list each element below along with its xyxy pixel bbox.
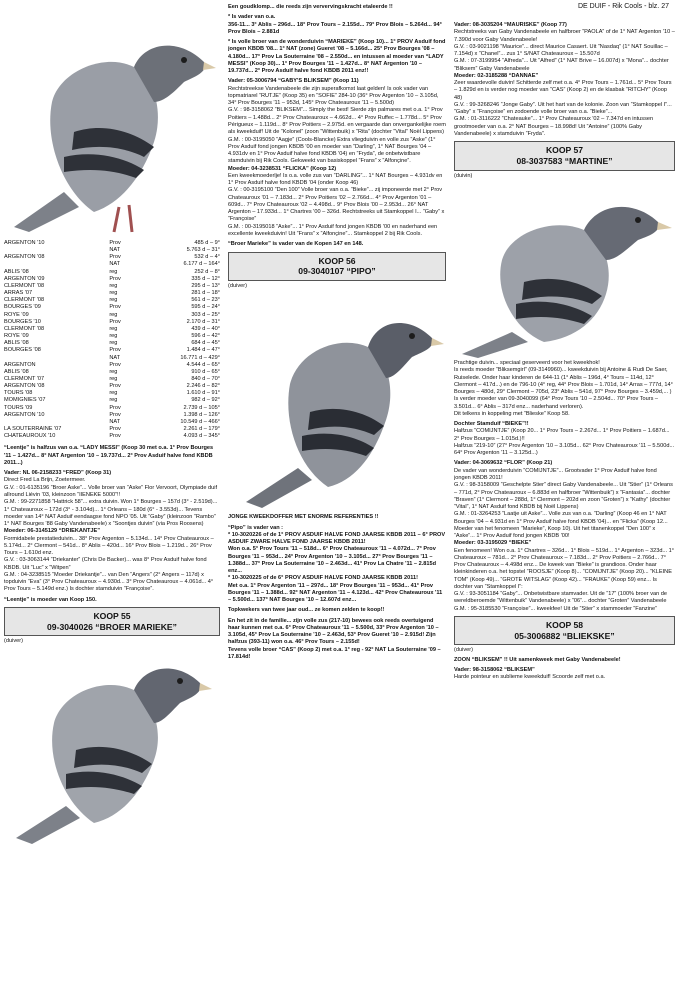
gv-text-2: G.V. : 03-3063144 “Driekanter” (Chris De Backer)... was 8° Prov Asduif halve fond KBDB. Uit “Luc” x “Witpen” (4, 557, 207, 571)
race-name: CLERMONT '08 (4, 282, 45, 289)
table-row (4, 326, 220, 333)
sex-label: (duiver) (4, 638, 23, 645)
table-row (4, 269, 220, 276)
moeder-text: Zeer waardevolle duivin! Schitterde zelf met o.a. 4° Prov Tours – 1.761d... 5° Prov Tours – 1.829d en is verder nog moeder van “CAS” (Koop 2) en de klasbak “RITCHY” (Koop 48) (454, 80, 672, 101)
race-result: 4.544 d – 65° (186, 361, 220, 368)
race-level: reg (109, 282, 118, 289)
race-level: reg (109, 390, 118, 397)
race-level: Prov (109, 304, 121, 311)
race-level: Prov (109, 275, 121, 282)
race-result: 684 d – 45° (191, 340, 220, 347)
table-row (4, 254, 220, 261)
race-result: 532 d – 4° (194, 254, 220, 261)
pipo-result-1: * 10-3020226 of de 1° PROV ASDUIF HALVE FOND JAARSE KBDB 2011 – 6° PROV ASDUIF ZWARE HALVE FOND JAARSE KBDB 2011! (228, 531, 446, 546)
table-row (4, 426, 220, 433)
race-name: ARGENTON '08 (4, 254, 45, 261)
leentje-intro: “Leentje” is halfzus van o.a. “LADY MESSI” (Koop 30 met o.a. 1° Prov Bourges '11 – 1.427d... 8° NAT Argenton '10 – 19.737d... 2° Prov Asduif halve fond KBDB 2011...) (4, 445, 214, 466)
race-result: 2.170 d – 31° (186, 318, 220, 325)
race-level: NAT (109, 354, 121, 361)
moeder2-title: Moeder: 03-3195029 “BIEKE” (454, 540, 532, 547)
results-table (4, 240, 220, 440)
koop-number: KOOP 56 (318, 255, 356, 266)
moeder-title: Moeder: 04-3238531 “FLICKA” (Koop 12) (228, 165, 337, 172)
koop-number: KOOP 57 (545, 145, 584, 156)
topkwekers: Topkwekers van twee jaar oud... ze komen zelden te koop!! (228, 607, 385, 614)
pigeon-photo-3 (228, 292, 446, 514)
gv-text-3: G.V. : 98-3158009 “Geschelpte Stier” direct Gaby Vandenabeele... Uit “Stier” (1° Orleans – 771d, 2° Prov Chateauroux – 6.883d en halfbroer “Wittenbuik”) x “Fantasia”... dochter “Braven” (1° Clermont – 288d, 1° Clermont – 202d en zoon “Groten”) x “Kathy” (dochter “Vital”, 1° NAT Asduif fond KBDB bij Noël Lippens) (454, 482, 673, 511)
leentje-moeder: “Leentje” is moeder van Koop 150. (4, 596, 97, 603)
race-result: 982 d – 92° (191, 397, 220, 404)
race-level: Prov (109, 404, 121, 411)
race-level: reg (109, 311, 118, 318)
koppeling: Dit telkens in koppeling met “Blieske” Koop 58. (454, 410, 570, 417)
table-row (4, 261, 220, 268)
gm-text-4: G.M. : 95-3185530 “Françoise”... kweekfee! Uit de “Stier” x stammoeder “Fanzine” (454, 605, 658, 612)
race-result: 4.093 d – 345° (183, 433, 220, 440)
race-result: 1.398 d – 126° (183, 411, 220, 418)
race-name: CLERMONT '08 (4, 325, 45, 332)
pipo-result-2: * 10-3020225 of de 6° PROV ASDUIF HALVE FOND JAARSE KBDB 2011! (228, 575, 418, 582)
pigeon-image (4, 22, 220, 240)
table-row (4, 362, 220, 369)
gv-text-4: G.V. : 93-3051184 “Gaby”... Onbetwistbare stamvader. Uit de “17” (100% broer van de wereldberoemde “Wittenbuik” Vandenabeele) x “06”... dochter “Groten” Vandenabeele (454, 591, 667, 605)
race-result: 2.246 d – 82° (186, 383, 220, 390)
table-row (4, 319, 220, 326)
race-level: Prov (109, 411, 121, 418)
vader-text: Rechtstreeks van Gaby Vandenabeele en halfbroer “PAOLA” of de 1° NAT Argenton '10 – 7.390d voor Gaby Vandenabeele! (454, 29, 675, 43)
gm-text-2: G.M. : 00-3195018 “Aske”... 1° Prov Asduif fond jongen KBDB '00 en naderhand een excellente kweekduivin! Uit “Frans” x “Alfonçine”... Stamkoppel 2 bij Rik Cools. (228, 223, 438, 237)
race-name: ARGENTON '08 (4, 383, 45, 390)
race-result: 1.610 d – 91° (186, 390, 220, 397)
koop-55-box (4, 607, 220, 636)
moeder-text: Formidabele prestatieduivin... 38° Prov Argenton – 5.134d... 14° Prov Chateauroux – 5.174d... 2° Clermont – 541d... 8° Ablis – 420d... 16° Prov Blois – 1.219d... 26° Prov Tours – 1.610d enz. (4, 535, 214, 557)
race-result: 596 d – 42° (191, 333, 220, 340)
race-level: Prov (109, 254, 121, 261)
halfzus-text-2: Halfzus “219-10” (27° Prov Argenton '10 – 3.105d... 62° Prov Chateauroux '11 – 5.500d... 64° Prov Argenton '11 – 3.125d...) (454, 442, 675, 457)
race-result: 303 d – 25° (191, 311, 220, 318)
race-result: 252 d – 8° (194, 268, 220, 275)
gv-text: G.V. : 01-6135196 “Broer Aske”... Volle broer van “Aske” Flor Vervoort, Olympiade duif allround Liévin '03, kleinzoon “IIENEKE 5000”!! (4, 484, 218, 498)
race-name: ARGENTON '10 (4, 411, 45, 418)
pipo-result-1b: Won o.a. 5° Prov Tours '11 – 518d... 6° Prov Chateauroux '11 – 4.072d... 7° Prov Bourges '11 – 953d... 24° Prov Argenton '10 – 3.105d... 27° Prov Bourges '11 – 1.388d... 37° Prov La Souterraine '10 – 2.463d... 41° Prov La Chatre '11 – 2.815d enz... (228, 546, 436, 575)
koop-number: KOOP 58 (545, 620, 584, 631)
race-name (4, 261, 109, 268)
moeder-title: Moeder: 06-3145129 “DRIEKANTJE” (4, 528, 101, 535)
vader-text: Rechtstreekse Vandenabeele die zijn superafkomst laat gelden! Is ook vader van topmatriarel “RUTJE” (Koop 35) en “SOFIE” 284-10 (36° Prov Argenton '10 – 3.105d, 34° Prov Bourges '11 – 953d, 145° Prov Chateauroux '11 – 5.500d) (228, 85, 439, 107)
familie: En het zit in de familie... zijn volle zus (217-10) bewees ook reeds overtuigend haar kunnen met o.a. 6° Prov Chateauroux '11 – 5.500d, 33° Prov Argenton '10 – 3.105d, 45° Prov La Souterraine '10 – 2.463d, 53° Prov Gueret '10 – 2.915d! Zijn halfzus (393-11) won o.a. 46° Prov Tours – 2.155d! (228, 617, 439, 646)
column-middle (228, 4, 446, 664)
race-result: 910 d – 65° (191, 368, 220, 375)
pigeon-photo-2 (4, 648, 220, 848)
gm-text-2: G.M. : 04-3238515 “Moeder Driekantje”... van Den “Angers” (2° Angers – 117d) x topduivin “Eva” (3° Prov Chateauroux – 4.930d... 3° Prov Chateauroux – 4.061d... 4° Prov Tours – 5.149d enz.) Is dochter stamduivin “Françoise”. (4, 571, 214, 593)
page-header: DE DUIF - Rik Cools - blz. 27 (577, 3, 669, 10)
table-row (4, 304, 220, 311)
koop-58-box (454, 616, 675, 645)
table-row (4, 383, 220, 390)
race-result: 595 d – 24° (191, 304, 220, 311)
vader-line: Direct Fred La Brijn, Zoetermeer. (4, 477, 86, 484)
table-row (4, 405, 220, 412)
table-row (4, 369, 220, 376)
dochter-title: Dochter Stamduif “BIEKE”!! (454, 421, 529, 428)
race-level: reg (109, 297, 118, 304)
race-result: 6.177 d – 164° (183, 261, 220, 268)
race-level: Prov (109, 347, 121, 354)
race-name: ABLIS '08 (4, 268, 29, 275)
intro-text: Een goudklomp... die reeds zijn ververvingskracht etaleerde !! (228, 4, 393, 10)
table-row (4, 283, 220, 290)
martine-text-2: Is verder moeder van 09-3040099 (64° Prov Tours '10 – 2.504d... 70° Prov Tours – 3.501d... 6° Ablis – 317d enz... naderhand verloren). (454, 396, 659, 410)
pigeon-image (454, 182, 675, 360)
race-level: reg (109, 325, 118, 332)
broer-marieke: “Broer Marieke” is vader van de Kopen 147 en 148. (228, 241, 364, 248)
koop-57-box (454, 141, 675, 170)
table-row (4, 433, 220, 440)
race-result: 1.484 d – 47° (186, 347, 220, 354)
sex-label: (duiver) (228, 282, 247, 289)
table-row (4, 276, 220, 283)
race-level: Prov (109, 383, 121, 390)
race-level: reg (109, 290, 118, 297)
zoon-text: ZOON “BLIKSEM” !! Uit samenkweek met Gaby Vandenabeele! (454, 656, 621, 663)
koop-name: 05-3006882 “BLIEKSKE” (514, 630, 615, 641)
race-name: ROYE '09 (4, 333, 29, 340)
race-level: reg (109, 333, 118, 340)
race-result: 281 d – 18° (191, 290, 220, 297)
vader2-title: Vader: 04-3069632 “FLOR” (Koop 21) (454, 460, 553, 467)
gv-text: G.V. : 98-3158062 “BLIKSEM”... Simply the best! Sierde zijn palmares met o.a. 1° Prov Poitiers – 1.488d... 2° Prov Chateauroux – 4.662d... 4° Prov Ruffec – 1.778d... 5° Prov Périgueux – 1.119d... 8° Prov Poitiers – 2.975d. en vergaarde dan onvergankelijke roem als kweekduif! Uit de “Kolonel” (zoon “Wittenbuik) x “Rita” (dochter “Vital” Noël Lippens) (228, 107, 446, 136)
koop-56-box (228, 252, 446, 281)
race-level: NAT (109, 418, 121, 425)
pigeon-photo-1 (4, 22, 220, 240)
is-vader-label: * Is vader van o.a. (228, 14, 276, 21)
race-name: ARRAS '07 (4, 290, 33, 297)
race-result: 561 d – 23° (191, 297, 220, 304)
race-name: MOMIGNIES '07 (4, 397, 46, 404)
race-result: 16.771 d – 429° (180, 354, 220, 361)
gm-text: G.M. : 00-3195050 “Aagje” (Cools-Blancke) Extra vliegduivin en volle zus “Aske” (1° Prov Asduif fond jongen KBDB '00 en moeder van “Darling”, 1° NAT Bourges '04 – 4.931dv en 1° Prov Asduif halve fond KBDB '04) en “Fryda”, de onbetwistbare stamduivin bij Rik Cools. Gekweekt van basiskoppel “Frans” x “Alfonçine”. (228, 136, 436, 165)
moeder2-text: Een fenomeen! Won o.a. 1° Chartres – 326d... 1° Blois – 519d... 1° Argenton – 323d... 1° Chateauroux – 781d... 2° Prov Chateauroux – 7.183d... 2° Prov Poitiers – 2.766d... 7° Prov Chateauroux – 4.498d enz... De kweek van “Bieke” is grandioos. Onder haar kleinkinderen o.a. het topstel “ROOSJE” (Koop 8)... “COMIJNTJE” (Koop 20)... “KLEINE TOM” (Koop 49)... “GROTE WITSLAG” (Koop 42)... “FRAUKE” (Koop 59) enz... Is dochter van “Stamkoppel I”: (454, 547, 674, 590)
race-result: 10.549 d – 466° (180, 418, 220, 425)
gm-text: G.M. : 99-2271858 “Hattrick 58”... extra duivin. Won 1° Bourges – 157d (3° - 2.519d)... 1° Chateauroux – 172d (3° - 3.104d)... 1° Orleans – 180d (6° - 3.553d)... Tevens moeder van 14° NAT Asduif eendaagse fond NPO '05. Uit “Gaby” (kleinzoon “Rambo” 1° NAT Bourges '88 Gaby Vandenabeele) x “Soontjes duivin” (via Pros Roosens) (4, 499, 218, 528)
pipo-vader: “Pipo” is vader van : (228, 524, 284, 531)
race-name: BOURGES '08 (4, 347, 41, 354)
race-result: 335 d – 12° (191, 275, 220, 282)
pigeon-image (228, 292, 446, 514)
halfzus-text: Halfzus “COMIJNTJE” (Koop 20... 1° Prov Tours – 2.267d... 1° Prov Poitiers – 1.687d... 2° Prov Bourges – 1.015d.)!! (454, 428, 670, 442)
vader3-text: Harde pointeur en sublieme kweekduif! Scoorde zelf met o.a. (454, 674, 606, 681)
race-name (4, 247, 109, 254)
race-level: Prov (109, 240, 121, 246)
race-name: ARGENTON '09 (4, 275, 45, 282)
race-level: Prov (109, 318, 121, 325)
koop-name: 08-3037583 “MARTINE” (516, 155, 613, 166)
table-row (4, 340, 220, 347)
broer-text: * Is volle broer van de wonderduivin “MARIEKE” (Koop 10)... 1° PROV Asduif fond jongen KBDB '08... 1° NAT (zone) Gueret '08 – 5.166d... 25° Prov Bourges '08 – 4.180d... 17° Prov La Souterraine '08 – 2.550d... en intussen al moeder van “LADY MESSI” (Koop 30)... 1° Prov Bourges '11 – 1.427d... 8° NAT Argenton '10 – 19.737d... 2° Prov Asduif halve fond KBDB 2011 enz!! (228, 39, 446, 75)
table-row (4, 397, 220, 404)
koop-name: 09-3040026 “BROER MARIEKE” (47, 621, 177, 632)
sex-label: (duivin) (454, 172, 473, 179)
race-result: 2.739 d – 105° (183, 404, 220, 411)
table-row (4, 333, 220, 340)
race-name: ROYE '09 (4, 311, 29, 318)
is-vader-text: 356-11... 3° Ablis – 296d... 18° Prov Tours – 2.155d... 79° Prov Blois – 5.264d... 94° Prov Blois – 2.881d (228, 21, 442, 35)
gm-text-3: G.M. : 01-3264253 “Laatje uit Aske”... Volle zus van o.a. “Darling” (Koop 46 en 1° NAT Bourges '04 – 4.931d en 1° Prov Asduif halve fond KBDB '04)... en “Flicka” (Koop 12... Moeder van het fenomeen “Marieke”, Koop 10). Uit het titanenkoppel “Den 100” x “Aske”... 1° Prov Asduif fond jongen KBDB '00! (454, 511, 668, 540)
race-level: Prov (109, 433, 121, 440)
race-result: 2.261 d – 179° (183, 426, 220, 433)
martine-intro: Prachtige duivin... speciaal geserveerd voor het kweekhok! (454, 359, 600, 366)
koop-name: 09-3040107 “PIPO” (298, 266, 376, 277)
race-level: Prov (109, 426, 121, 433)
race-level: reg (109, 368, 118, 375)
race-result: 840 d – 70° (191, 375, 220, 382)
vader2-text: De vader van wonderduivin “COMIJNTJE”... Grootvader 1° Prov Asduif halve fond jongen KBDB 2011! (454, 467, 657, 481)
table-row (4, 247, 220, 254)
race-name: ARGENTON (4, 361, 36, 368)
table-row (4, 312, 220, 319)
column-right (454, 4, 675, 685)
race-name: ABLIS '08 (4, 368, 29, 375)
race-result: 5.763 d – 31° (186, 247, 220, 254)
moeder-title: Moeder: 02-3185288 “DANNAE” (454, 72, 539, 79)
table-row (4, 412, 220, 419)
gm-text-2: G.M. : 01-3116222 “Chateauke”... 1° Prov Chateauroux '02 – 7.347d en intussen grootmoeder van o.a. 2° NAT Bourges – 18.998d! Uit “Antoine” (100% Gaby Vandenabeele) x stamduivin “Fryda”. (454, 116, 654, 137)
vader-title: Vader: 05-3006794 “GABY'S BLIKSEM” (Koop 11) (228, 78, 359, 85)
pigeon-image (4, 648, 220, 848)
table-row (4, 347, 220, 354)
vader3-title: Vader: 98-3158062 “BLIKSEM” (454, 667, 535, 674)
pigeon-photo-4 (454, 182, 675, 360)
martine-text: Is reeds moeder “Bliksemgirl” (09-3149960)... kweekduivin bij Antoine & Rudi De Saer, Ruiselede. Onder haar kinderen de 644-11 (1° Ablis – 196d, 4° Tours – 114d, 12° Clermont – 417d...) en de 796-10 (4° reg, 44° Prov Blois – 1.701d, 14° Arras – 777d, 14° Bourges – 480d, 29° Clermont – 705d, 23° Ablis – 541d, 97° Prov Bourges – 3.459d,... ) (454, 367, 673, 396)
race-result: 485 d – 9° (194, 240, 220, 246)
vader-title: Vader: NL 06-2158233 “FRED” (Koop 31) (4, 470, 112, 477)
race-level: reg (109, 375, 118, 382)
race-name: CLERMONT '08 (4, 297, 45, 304)
race-level: reg (109, 340, 118, 347)
pipo-result-2b: Met o.a. 1° Prov Argenton '11 – 297d... 18° Prov Bourges '11 – 953d... 41° Prov Bourges '11 – 1.388d... 92° NAT Argenton '11 – 4.123d... 42° Prov Chateauroux '11 – 5.500d... 137° NAT Bourges '10 – 12.607d enz... (228, 582, 443, 604)
race-name: TOURS '08 (4, 390, 33, 397)
race-level: Prov (109, 361, 121, 368)
table-row (4, 390, 220, 397)
race-name: BOURGES '10 (4, 318, 41, 325)
column-left (4, 22, 220, 848)
moeder-text: Een kweekmoederlje! Is o.a. volle zus van “DARLING”... 1° NAT Bourges – 4.931dv en 1° Prov Asduif halve fond KBDB '04 (onder Koop 46) (228, 172, 443, 187)
table-row (4, 240, 220, 247)
race-name: TOURS '09 (4, 404, 33, 411)
jonge-heading: JONGE KWEEKDOFFER MET ENORME REFERENTIES !! (228, 514, 379, 521)
gv-text-2: G.V. : 00-3195100 “Den 100” Volle broer van o.a. “Bieke”... zij imponeerde met 2° Prov Chateauroux '01 – 7.183d... 2° Prov Poitiers '02 – 2.766d... 4° Prov Argenton '01 – 609d... 7° Prov Chateauroux '02 – 4.498d... 9° Prov Blois '00 – 2.953d... 26° NAT Argenton – 17.933d... 1° Chartres '00 – 326d. Rechtstreeks uit Stamkoppel I... “Gaby” x “Françoise” (228, 187, 445, 223)
table-row (4, 297, 220, 304)
race-level: reg (109, 268, 118, 275)
table-row (4, 419, 220, 426)
race-name: ABLIS '08 (4, 340, 29, 347)
table-row (4, 376, 220, 383)
race-name (4, 355, 109, 362)
race-name: BOURGES '09 (4, 304, 41, 311)
tevens: Tevens volle broer “CAS” (Koop 2) met o.a. 1° reg - 92° NAT La Souterraine '09 – 17.814d! (228, 646, 441, 661)
vader-title: Vader: 08-3035204 “MAURISKE” (Koop 77) (454, 22, 567, 28)
race-name (4, 419, 109, 426)
race-name: ARGENTON '10 (4, 240, 45, 246)
race-name: LA SOUTERRAINE '07 (4, 426, 62, 433)
race-name: CLERMONT '07 (4, 375, 45, 382)
gm-text: G.M. : 07-3199954 “Alfreda”... Uit “Alfred” (1° NAT Brive – 16.007d) x “Mona”... dochter “Bliksem” Gaby Vandenabeele (454, 58, 669, 72)
gv-text-2: G.V. : 99-3268246 “Jonge Gaby”. Uit het hart van de kolonie. Zoon van “Stamkoppel I”... “Gaby” x “Françoise” en zodoende volle broer van o.a. “Bieke”... (454, 101, 672, 116)
gv-text: G.V. : 03-9021198 “Maurice”... direct Maurice Casaert. Uit “Nasdaq” (1° NAT Souillac – 7.154d) x “Chanel”... zus 1° S/NAT Chateauroux – 15.507d (454, 43, 668, 58)
race-level: NAT (109, 261, 121, 268)
table-row (4, 290, 220, 297)
koop-number: KOOP 55 (93, 610, 131, 621)
race-level: reg (109, 397, 118, 404)
race-result: 295 d – 13° (191, 282, 220, 289)
table-row (4, 355, 220, 362)
race-level: NAT (109, 247, 121, 254)
race-result: 439 d – 40° (191, 325, 220, 332)
race-name: CHATEAUROUX '10 (4, 433, 56, 440)
sex-label: (duiver) (454, 647, 473, 654)
